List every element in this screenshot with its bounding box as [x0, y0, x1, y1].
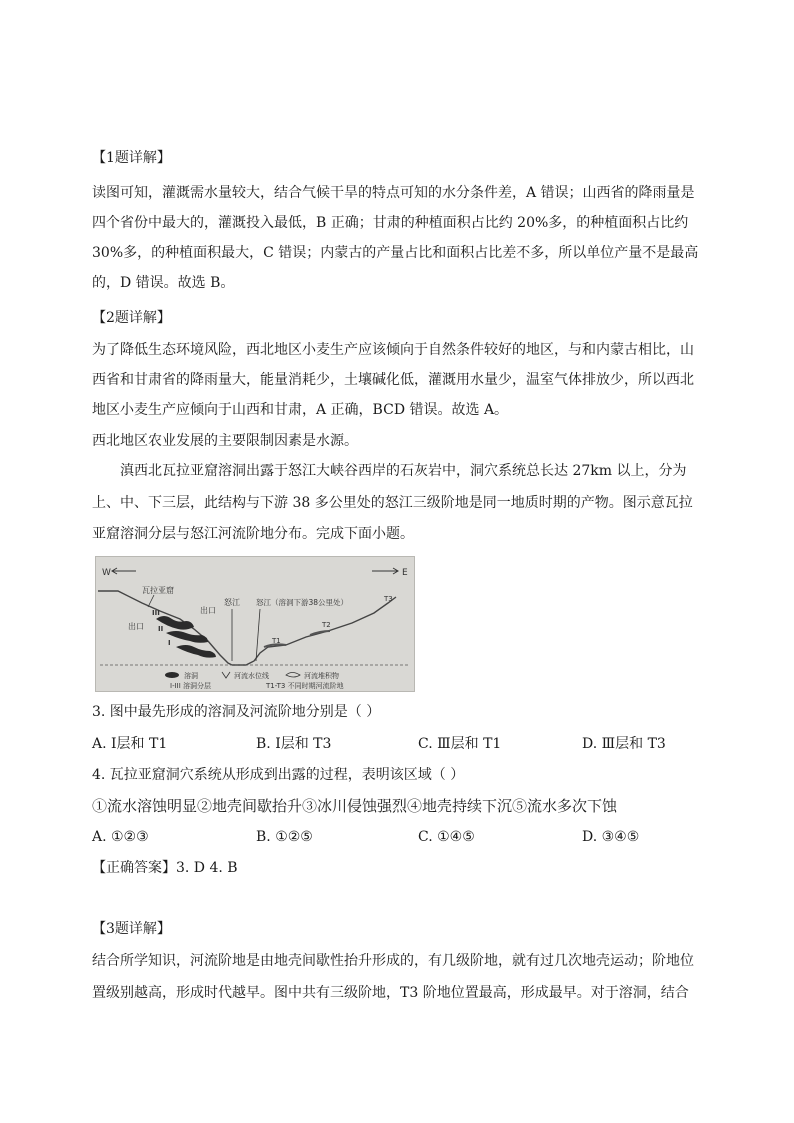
q1-detail-line: 读图可知，灌溉需水量较大，结合气候干旱的特点可知的水分条件差，A 错误；山西省的降雨量是	[92, 185, 695, 201]
terrace-label: T3	[384, 595, 393, 603]
legend-cave-swatch	[165, 672, 179, 678]
q3-option-b[interactable]: B. Ⅰ层和 T3	[256, 736, 332, 752]
q3-option-a[interactable]: A. Ⅰ层和 T1	[92, 736, 168, 752]
cave-name-pointer	[148, 595, 154, 607]
q4-option-b[interactable]: B. ①②⑤	[256, 829, 313, 845]
q4-statements: ①流水溶蚀明显②地壳间歇抬升③冰川侵蚀强烈④地壳持续下沉⑤流水多次下蚀	[92, 797, 618, 815]
layer-label: III	[152, 609, 160, 617]
q3-stem: 3. 图中最先形成的溶洞及河流阶地分别是（ ）	[92, 704, 381, 720]
q4-option-d[interactable]: D. ③④⑤	[582, 829, 640, 845]
intro-line: 上、中、下三层，此结构与下游 38 多公里处的怒江三级阶地是同一地质时期的产物。图示意瓦拉	[92, 495, 693, 511]
terrace-deposit	[310, 631, 330, 635]
west-label: W	[102, 568, 111, 578]
cave-name-label: 瓦拉亚窟	[142, 586, 174, 595]
cave-terrace-figure	[95, 556, 415, 692]
q4-stem: 4. 瓦拉亚窟洞穴系统从形成到出露的过程，表明该区域（ ）	[92, 767, 465, 783]
river-label: 怒江（溶洞下游38公里处）	[256, 598, 349, 607]
exit-label: 出口	[200, 606, 216, 615]
cave-terrace-diagram	[96, 557, 414, 691]
legend-cave-label: 溶洞	[184, 672, 198, 680]
q2-detail-heading: 【2题详解】	[92, 310, 171, 326]
q2-detail-line: 西省和甘肃省的降雨量大，能量消耗少，土壤碱化低，灌溉用水量少，温室气体排放少，所以西北	[92, 372, 694, 388]
legend-deposit-label: 河流堆积物	[304, 672, 339, 680]
cave-layer-2	[166, 631, 208, 643]
terrace-label: T2	[322, 621, 331, 629]
legend-waterline-label: 河流水位线	[234, 672, 269, 680]
intro-line: 滇西北瓦拉亚窟溶洞出露于怒江大峡谷西岸的石灰岩中，洞穴系统总长达 27km 以上，分为	[120, 463, 687, 479]
q4-option-c[interactable]: C. ①④⑤	[418, 829, 475, 845]
correct-answer: 【正确答案】3. D 4. B	[92, 860, 238, 876]
q2-detail-line: 地区小麦生产应倾向于山西和甘肃，A 正确，BCD 错误。故选 A。	[92, 402, 509, 418]
q1-detail-line: 四个省份中最大的，灌溉投入最低，B 正确；甘肃的种植面积占比约 20%多，的种植面积占比约	[92, 215, 689, 231]
east-label: E	[402, 568, 408, 578]
legend-terraces-label: T1-T3 不同时期河流阶地	[266, 682, 344, 690]
legend-deposit-swatch	[286, 673, 300, 678]
layer-label: II	[158, 625, 164, 633]
q1-detail-line: 的，D 错误。故选 B。	[92, 275, 235, 291]
q3-option-c[interactable]: C. Ⅲ层和 T1	[418, 736, 502, 752]
q1-detail-heading: 【1题详解】	[92, 150, 171, 166]
intro-line: 亚窟溶洞分层与怒江河流阶地分布。完成下面小题。	[92, 526, 414, 542]
q3-detail-heading: 【3题详解】	[92, 921, 171, 937]
q2-detail-line: 西北地区农业发展的主要限制因素是水源。	[92, 433, 358, 449]
q4-option-a[interactable]: A. ①②③	[92, 829, 149, 845]
q1-detail-line: 30%多，的种植面积最大，C 错误；内蒙古的产量占比和面积占比差不多，所以单位产量不是最高	[92, 245, 699, 261]
cave-layer-1	[176, 645, 216, 658]
layer-label: I	[168, 639, 171, 647]
q3-detail-line: 置级别越高，形成时代越早。图中共有三级阶地，T3 阶地位置最高，形成最早。对于溶洞，结合	[92, 985, 689, 1001]
terrace-label: T1	[272, 637, 281, 645]
q2-detail-line: 为了降低生态环境风险，西北地区小麦生产应该倾向于自然条件较好的地区，与和内蒙古相比，山	[92, 342, 694, 358]
legend-waterline-swatch	[222, 672, 230, 678]
q3-option-d[interactable]: D. Ⅲ层和 T3	[582, 736, 666, 752]
legend-layers-label: I-III 溶洞分层	[170, 682, 212, 690]
exit-label: 出口	[128, 622, 144, 631]
q3-detail-line: 结合所学知识，河流阶地是由地壳间歇性抬升形成的，有几级阶地，就有过几次地壳运动；阶地位	[92, 953, 694, 969]
river-label: 怒江	[224, 598, 240, 607]
